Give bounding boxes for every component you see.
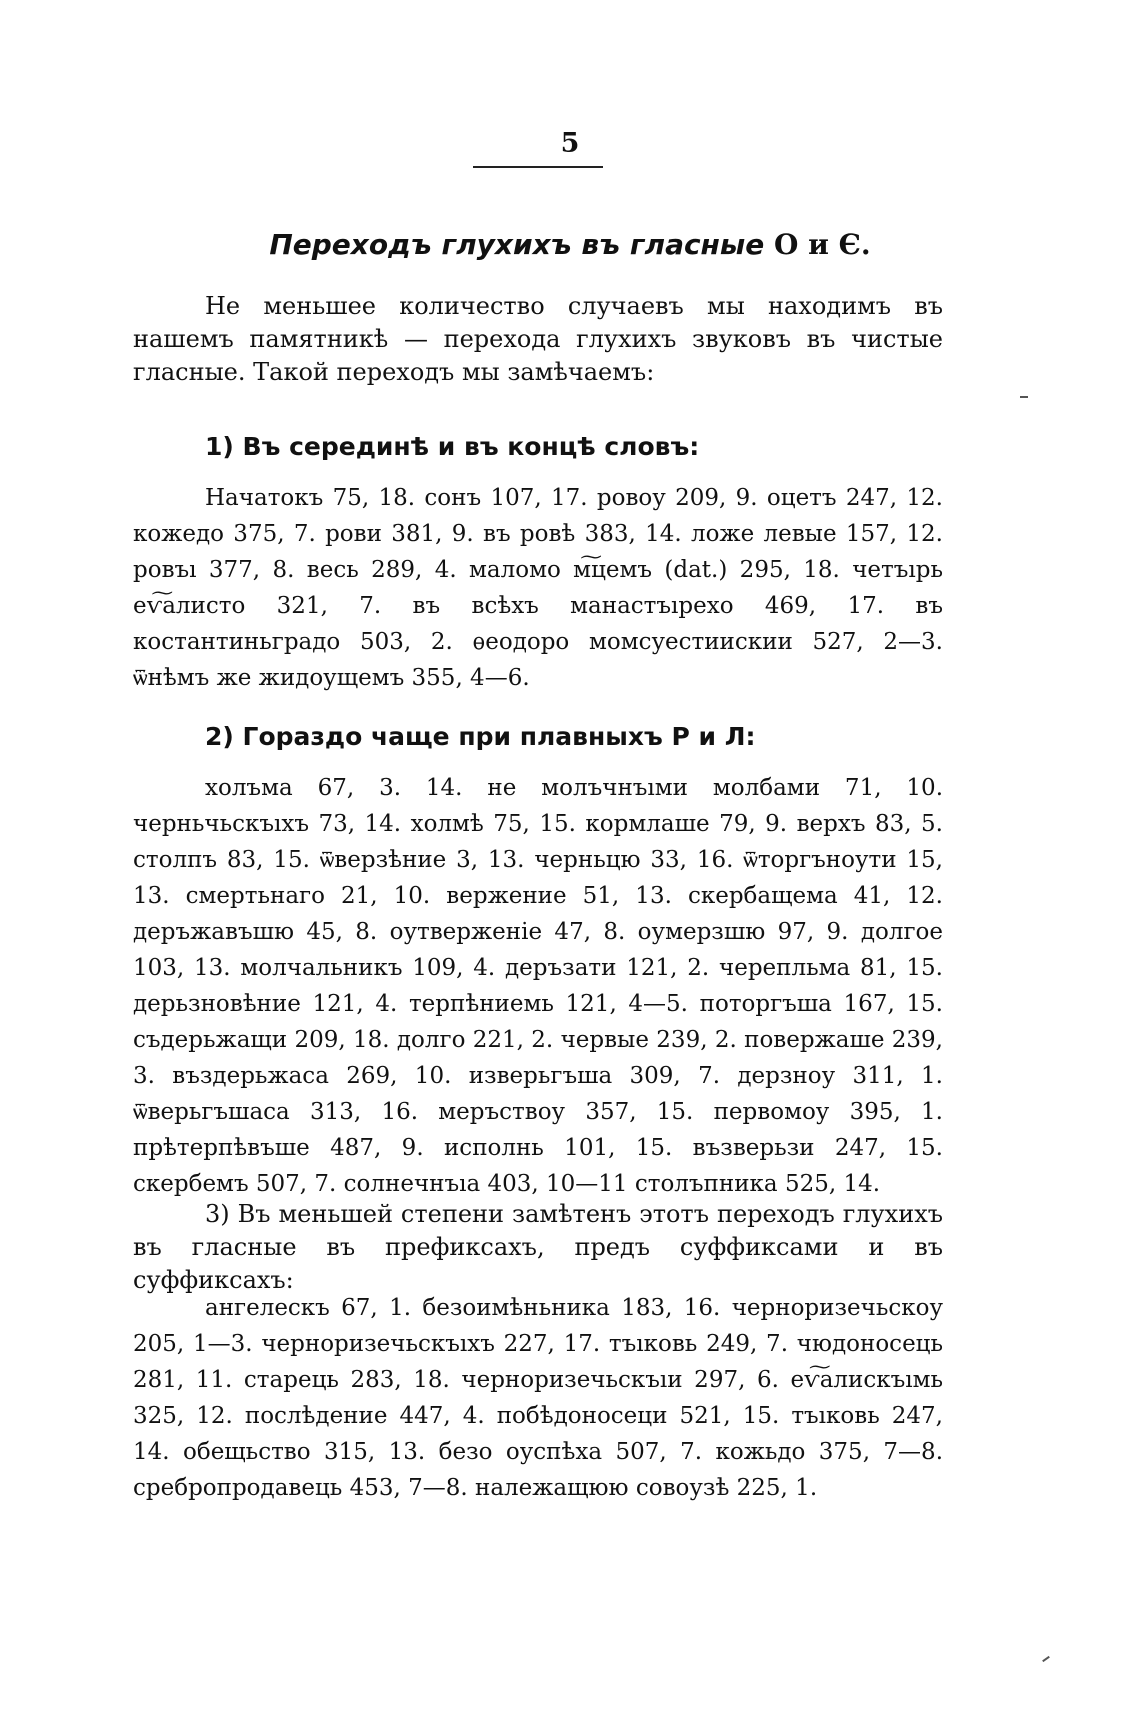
margin-mark bbox=[1020, 396, 1028, 398]
section-2-examples-text: холъма 67, 3. 14. не молъчнъıми молбами 71, 10. черньчьскъıхъ 73, 14. холмѣ 75, 15. кормлаше 79, 9. верхъ 83, 5. столпъ 83, 15. ѿверзѣние 3, 13. черньцю 33, 16. ѿторгъноути 15, 13. смертьнаго 21, 10. вержение 51, 13. скербащема 41, 12. деръжавъшю 45, 8. оутверженіе 47, 8. оумерзшю 97, 9. долгое 103, 13. молчальникъ 109, 4. деръзати 121, 2. черепльма 81, 15. дерьзновѣние 121, 4. терпѣниемь 121, 4—5. поторгъша 167, 15. съдерьжащи 209, 18. долго 221, 2. червые 239, 2. повержаше 239, 3. въздерьжаса 269, 10. изверьгъша 309, 7. дерзноу 311, 1. ѿверьгъшаса 313, 16. меръствоу 357, 15. первомоу 395, 1. прѣтерпѣвъше 487, 9. исполнь 101, 15. възверьзи 247, 15. скербемъ 507, 7. солнечнъıа 403, 10—11 столъпника 525, 14. bbox=[133, 775, 943, 1197]
section-2-title: 2) Гораздо чаще при плавныхъ Р и Л: bbox=[205, 722, 756, 751]
section-1-examples bbox=[133, 480, 943, 696]
intro-text: Не меньшее количество случаевъ мы находимъ въ нашемъ памятникѣ — перехода глухихъ звуковъ въ чистые гласные. Такой переходъ мы замѣчаемъ: bbox=[133, 292, 943, 386]
section-3-title: 3) Въ меньшей степени замѣтенъ этотъ переходъ глухихъ въ гласные въ префиксахъ, предъ суффиксами и въ суффиксахъ: bbox=[133, 1200, 943, 1294]
intro-paragraph bbox=[133, 290, 943, 389]
heading-text: Переходъ глухихъ въ гласные bbox=[269, 228, 765, 261]
section-3-examples-text: ангелескъ 67, 1. безоимѣньника 183, 16. черноризечьскоу 205, 1—3. черноризечьскъıхъ 227, 17. тъıковь 249, 7. чюдоносець 281, 11. старець 283, 18. черноризечьскъıи 297, 6. еѵ͠алискъıмь 325, 12. послѣдение 447, 4. побѣдоносеци 521, 15. тъıковь 247, 14. обещьство 315, 13. безо оуспѣха 507, 7. кожьдо 375, 7—8. сребропродавець 453, 7—8. належащюю совоузѣ 225, 1. bbox=[133, 1295, 943, 1501]
margin-mark bbox=[1042, 1656, 1050, 1662]
heading-letters: О и Є. bbox=[773, 228, 871, 261]
section-3-examples bbox=[133, 1290, 943, 1506]
section-2-examples bbox=[133, 770, 943, 1202]
section-heading bbox=[0, 228, 1140, 261]
page-number-rule bbox=[473, 166, 603, 168]
section-1-examples-text: Начатокъ 75, 18. сонъ 107, 17. ровоу 209, 9. оцетъ 247, 12. кожедо 375, 7. рови 381, 9. въ ровѣ 383, 14. ложе левые 157, 12. ровъı 377, 8. весь 289, 4. маломо м͠цемъ (dat.) 295, 18. четъıрь еѵ͠алисто 321, 7. въ всѣхъ манастъıрехо 469, 17. въ костантиньградо 503, 2. ѳеодоро момсуестиискии 527, 2—3. ѿнѣмъ же жидоущемъ 355, 4—6. bbox=[133, 485, 943, 691]
page-number: 5 bbox=[560, 128, 580, 159]
section-1-title: 1) Въ серединѣ и въ концѣ словъ: bbox=[205, 432, 700, 461]
section-3-intro bbox=[133, 1198, 943, 1297]
